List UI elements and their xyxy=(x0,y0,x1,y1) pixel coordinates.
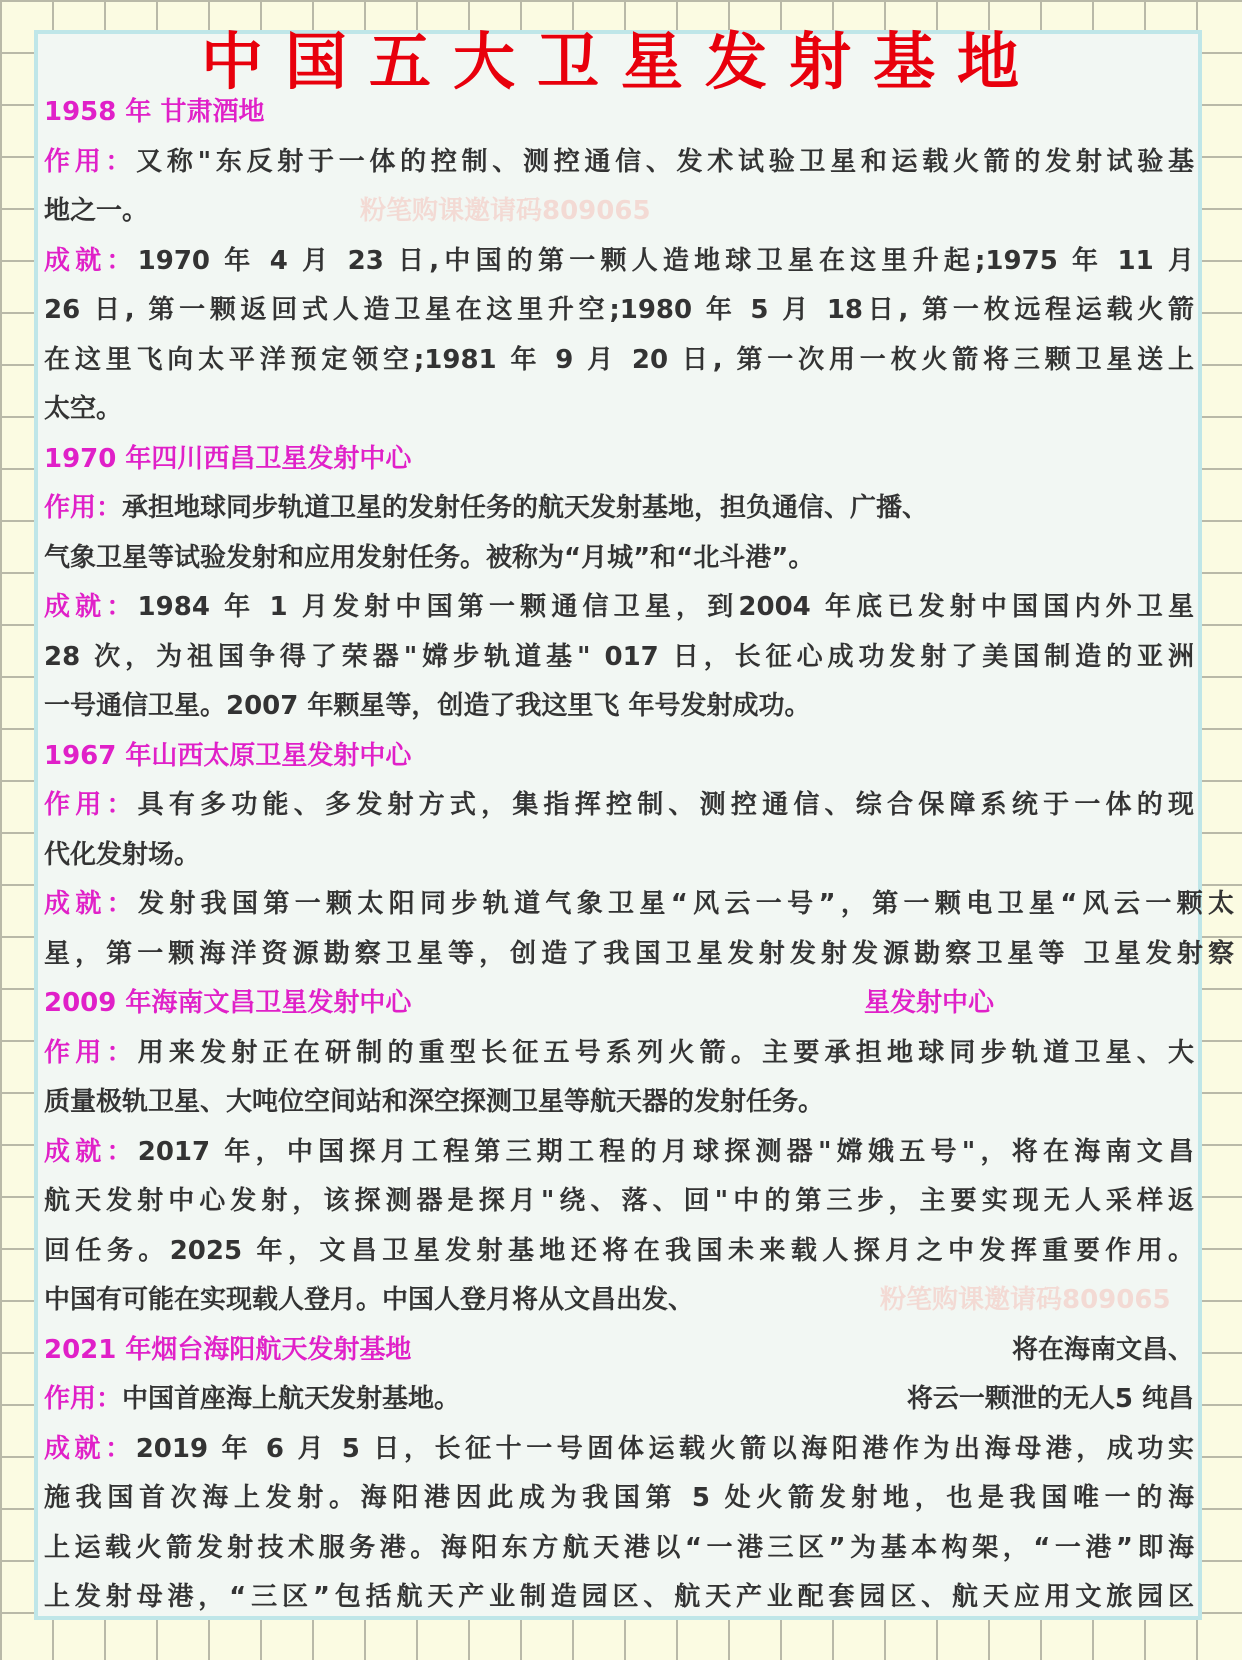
text-line: 回任务。2025 年，文昌卫星发射基地还将在我国未来载人探月之中发挥重要作用。 xyxy=(44,1235,1194,1266)
text-line xyxy=(44,880,1234,930)
text-line: 上运载火箭发射技术服务港。海阳东方航天港以“一港三区”为基本构架，“一港”即海 xyxy=(44,1532,1194,1563)
heading-text: 2021 年烟台海阳航天发射基地 xyxy=(44,1334,412,1365)
watermark: 粉笔购课邀请码809065 xyxy=(880,1285,1171,1315)
role-label: 作用： xyxy=(44,146,137,177)
text-line: 太空。 xyxy=(44,394,123,424)
text-line xyxy=(44,1375,1194,1425)
watermark: 粉笔购课邀请码809065 xyxy=(360,196,651,226)
section-heading-haiyang xyxy=(44,1326,1194,1376)
line-text: 1984 年 1 月发射中国第一颗通信卫星，到2004 年底已发射中国国内外卫星 xyxy=(137,592,1194,622)
line-text: 发射我国第一颗太阳同步轨道气象卫星“风云一号”，第一颗电卫星“风云一颗太 xyxy=(138,889,1234,919)
achievement-label: 成就： xyxy=(44,1433,136,1464)
text-line: 26 日, 第一颗返回式人造卫星在这里升空;1980 年 5 月 18日, 第一枚远程运载火箭 xyxy=(44,295,1194,325)
overlay-text: 将在海南文昌、 xyxy=(1011,1334,1194,1365)
text-line: 28 次，为祖国争得了荣器"嫦步轨道基" 017 日，长征心成功发射了美国制造的亚洲 xyxy=(44,641,1194,672)
overlay-text: 将云一颗泄的无人5 纯昌 xyxy=(906,1384,1194,1414)
line-text: 承担地球同步轨道卫星的发射任务的航天发射基地，担负通信、广播、 xyxy=(122,493,929,523)
line-text: 1970 年 4 月 23 日,中国的第一颗人造地球卫星在这里升起;1975 年 11 月 xyxy=(137,245,1194,276)
page-title: 中国五大卫星发射基地 xyxy=(200,25,1041,98)
achievement-label: 成就： xyxy=(44,889,139,919)
text-line: 地之一。 xyxy=(44,196,149,226)
text-line: 施我国首次海上发射。海阳港因此成为我国第 5 处火箭发射地，也是我国唯一的海 xyxy=(44,1483,1194,1513)
heading-text: 2009 年海南文昌卫星发射中心 xyxy=(44,988,412,1018)
text-line: 中国有可能在实现载人登月。中国人登月将从文昌出发、 xyxy=(44,1285,695,1315)
section-heading-taiyuan: 1967 年山西太原卫星发射中心 xyxy=(44,740,412,771)
text-line xyxy=(44,781,1194,831)
text-line xyxy=(44,1425,1194,1475)
text-line xyxy=(44,1029,1194,1079)
section-heading-xichang: 1970 年四川西昌卫星发射中心 xyxy=(44,443,412,474)
text-line xyxy=(44,583,1194,633)
role-label: 作用： xyxy=(44,1037,138,1068)
text-line xyxy=(44,484,1194,534)
section-heading-gansu: 1958 年 甘肃酒地 xyxy=(44,97,265,127)
text-line: 在这里飞向太平洋预定领空;1981 年 9 月 20 日, 第一次用一枚火箭将三颗卫星送上 xyxy=(44,344,1194,375)
text-line xyxy=(44,237,1194,287)
text-line: 一号通信卫星。2007 年颗星等，创造了我这里飞 年号发射成功。 xyxy=(44,691,811,721)
achievement-label: 成就： xyxy=(44,245,138,276)
text-line: 星，第一颗海洋资源勘察卫星等，创造了我国卫星发射发射发源勘察卫星等 卫星发射察 xyxy=(44,938,1234,969)
text-line: 上发射母港，“三区”包括航天产业制造园区、航天产业配套园区、航天应用文旅园区 xyxy=(44,1582,1194,1612)
text-line xyxy=(44,1128,1194,1178)
line-text: 2019 年 6 月 5 日，长征十一号固体运载火箭以海阳港作为出海母港，成功实 xyxy=(135,1433,1194,1464)
section-heading-wenchang xyxy=(44,979,1194,1029)
overlay-text: 星发射中心 xyxy=(863,988,994,1018)
role-label: 作用： xyxy=(44,790,138,820)
text-line: 代化发射场。 xyxy=(44,839,201,870)
text-line xyxy=(44,138,1194,188)
achievement-label: 成就： xyxy=(44,592,138,622)
line-text: 2017 年，中国探月工程第三期工程的月球探测器"嫦娥五号"，将在海南文昌 xyxy=(137,1136,1194,1167)
line-text: 具有多功能、多发射方式，集指挥控制、测控通信、综合保障系统于一体的现 xyxy=(137,790,1194,820)
text-line: 航天发射中心发射，该探测器是探月"绕、落、回"中的第三步，主要实现无人采样返 xyxy=(44,1186,1194,1216)
text-line: 质量极轨卫星、大吨位空间站和深空探测卫星等航天器的发射任务。 xyxy=(44,1087,825,1117)
line-text: 用来发射正在研制的重型长征五号系列火箭。主要承担地球同步轨道卫星、大 xyxy=(137,1037,1194,1068)
line-text: 中国首座海上航天发射基地。 xyxy=(122,1384,461,1414)
text-line: 气象卫星等试验发射和应用发射任务。被称为“月城”和“北斗港”。 xyxy=(44,542,815,573)
role-label: 作用： xyxy=(44,1384,123,1414)
role-label: 作用： xyxy=(44,493,123,523)
line-text: 又称"东反射于一体的控制、测控通信、发术试验卫星和运载火箭的发射试验基 xyxy=(136,146,1194,177)
achievement-label: 成就： xyxy=(44,1136,138,1167)
